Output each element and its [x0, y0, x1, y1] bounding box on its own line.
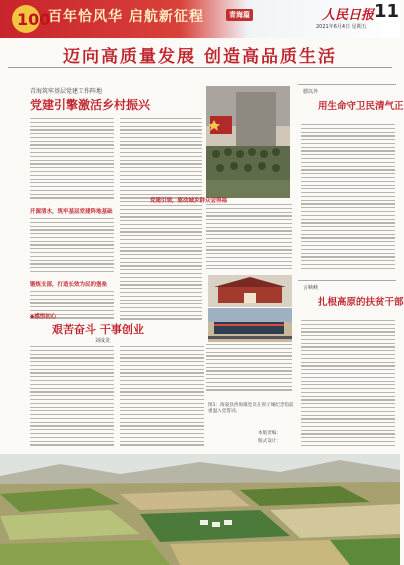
- newspaper-masthead: 人民日报: [322, 8, 375, 23]
- party-anniversary-logo: [10, 3, 51, 35]
- issue-date: 2021年6月4日 星期五: [316, 24, 367, 30]
- right-column-rule-1: [298, 84, 396, 85]
- banner-region-badge: 青海篇: [226, 9, 253, 21]
- right-section-1-title: 用生命守卫民清气正: [318, 101, 404, 112]
- lead-body-col1: [30, 118, 114, 202]
- right-section-2-body: [301, 320, 395, 450]
- farmland-landscape-photo: [0, 454, 400, 565]
- page-banner: [0, 0, 400, 38]
- lead-subhead-3: 党建引领，驱动城乡群众会得福: [150, 198, 228, 204]
- right-section-1-body: [301, 124, 395, 274]
- design-credit: 版式设计：: [258, 439, 281, 444]
- page-headline: 迈向高质量发展 创造高品质生活: [63, 47, 337, 67]
- party-members-photo: [206, 86, 290, 198]
- editor-credit: 本版责编：: [258, 431, 281, 436]
- lead-title: 党建引擎激活乡村振兴: [30, 98, 151, 112]
- right-section-1-kicker: 德以外: [303, 89, 319, 95]
- photo-caption: 图1：海晏县西海镇党员在原子城纪念馆前重温入党誓词。: [208, 403, 294, 414]
- feature-author: 刘成龙: [95, 338, 111, 344]
- feature-body-col2: [120, 346, 204, 450]
- lead-body-col1b: [30, 218, 114, 276]
- lead-subhead-2: 锻炼支部，打造长效为民的堡垒: [30, 282, 108, 288]
- lead-subhead-1: 开源清水，筑牢基层党建阵地基础: [30, 209, 113, 215]
- feature-title: 艰苦奋斗 干事创业: [52, 323, 144, 336]
- feature-body-col1: [30, 346, 114, 450]
- train-photo: [208, 308, 292, 342]
- lead-body-col3: [206, 204, 292, 274]
- headline-rule: [8, 67, 392, 68]
- lead-kicker: 青海筑牢基层党建工作阵地: [30, 88, 103, 95]
- svg-text:100: 100: [17, 10, 51, 29]
- right-section-2-title: 扎根高原的扶贫干部: [318, 297, 404, 308]
- page-number: 11: [374, 1, 400, 22]
- lead-body-col2: [120, 118, 202, 323]
- lead-body-col3b: [206, 344, 292, 396]
- right-section-2-kicker: 言峡峡: [303, 285, 319, 291]
- feature-label: ◆感悟初心: [30, 314, 57, 320]
- right-column-rule-2: [298, 280, 396, 281]
- banner-title: 百年恰风华 启航新征程: [48, 9, 204, 25]
- red-building-photo: [208, 275, 292, 307]
